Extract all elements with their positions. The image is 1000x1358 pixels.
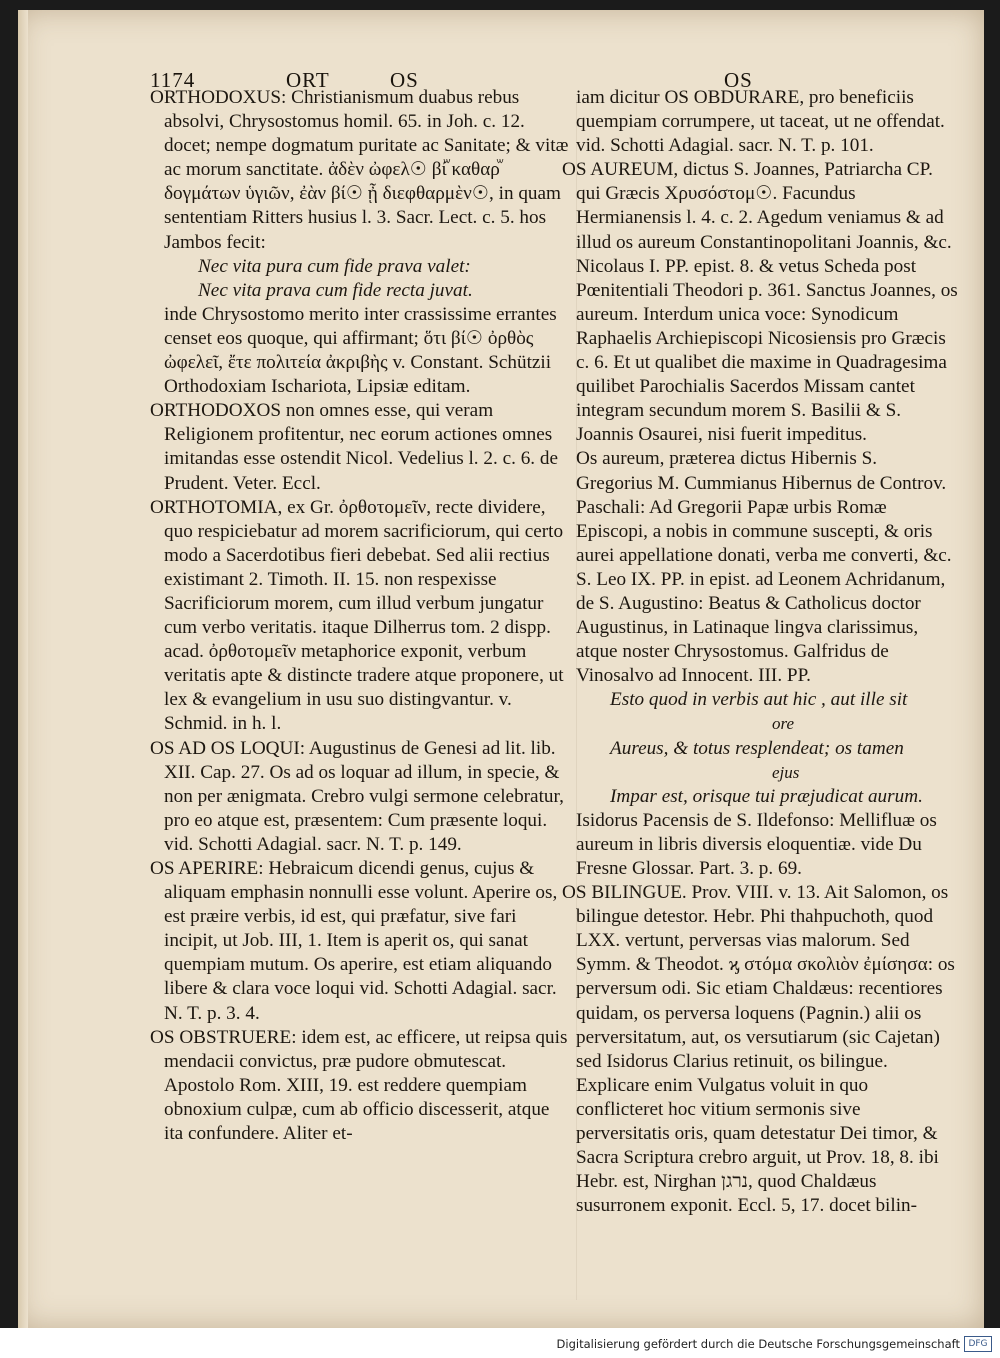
footer-credit: Digitalisierung gefördert durch die Deutsche Forschungsgemeinschaft [556,1337,960,1351]
verse-line: ore [772,714,795,734]
verse-line: Esto quod in verbis aut hic , aut ille sit [610,689,908,711]
entry-orthodoxus: ORTHODOXUS: Christianismum duabus rebus absolvi, Chrysostomus homil. 65. in Joh. c. 12. docet; nempe dogmatum puritate ac Sanitate; & vitæ ac morum sanctitate. ἀδὲν ὠφελ☉ βίꙻ καθαρꙻ δογμάτων ὑγιῶν, ἐὰν βί☉ ᾖ διεφθαρμὲν☉, in quam sententiam Ritters husius l. 3. Sacr. Lect. c. 5. hos Jambos fecit: [150,87,569,253]
running-head-ort: ORT [286,68,330,92]
entry-os-obstruere: OS OBSTRUERE: idem est, ac efficere, ut reipsa quis mendacii convictus, præ pudore obmutescat. Apostolo Rom. XIII, 19. est reddere quempiam obnoxium culpæ, cum ab officio discesserit, atque ita confundere. Aliter et- [150,1026,568,1145]
running-head-os-left: OS [390,68,419,92]
entry-os-ad-os-loqui: OS AD OS LOQUI: Augustinus de Genesi ad lit. lib. XII. Cap. 27. Os ad os loquar ad illum, in specie, & non per ænigmata. Crebro vulgi sermone celebratur, pro eo atque est, præsentem: Cum præsente loqui. vid. Schotti Adagial. sacr. N. T. p. 149. [150,737,564,855]
entry-orthotomia: ORTHOTOMIA, ex Gr. ὀρθοτομεῖν, recte dividere, quo respiciebatur ad morem sacrificiorum, qui certo modo a Sacerdotibus fieri debebat. Sed alii rectius existimant 2. Timoth. II. 15. non respexisse Sacrificiorum morem, cum illud verbum jungatur cum verbo veritatis. itaque Dilherrus tom. 2 dispp. acad. ὀρθοτομεῖν metaphorice exponit, verbum veritatis apte & distincte tradere atque proponere, ut lex & evangelium in usu suo distingvantur. v. Schmid. in h. l. [150,496,564,735]
running-head-os-right: OS [724,68,753,92]
entry-os-bilingue: OS BILINGUE. Prov. VIII. v. 13. Ait Salomon, os bilingue detestor. Hebr. Phi thahpuchoth, quod LXX. vertunt, perversas vias malorum. Sed Symm. & Theodot. ϗ στόμα σκολιὸν ἐμίσησα: os perversum odi. Sic etiam Chaldæus: recentiores quidam, os perversa loquens (Pagnin.) alii os perversitatum, aut, os versutiarum (sic Cajetan) sed Isidorus Clarius retinuit, os bilingue. Explicare enim Vulgatus voluit in quo conflicteret hoc vitium sermonis sive perversitatis oris, quam detestatur Dei timor, & Sacra Scriptura crebro arguit, ut Prov. 18, 8. ibi Hebr. est, Nirghan נרגן, quod Chaldæus susurronem exponit. Eccl. 5, 17. docet bilin- [562,882,955,1217]
left-column [150,86,570,1146]
entry-continuation: inde Chrysostomo merito inter crassissime errantes censet eos quoque, qui affirmant; ὅτι βί☉ ὀρθὸς ὠφελεῖ, ἔτε πολιτεία ἀκριβὴς v. Constant. Schützii Orthodoxiam Ischariota, Lipsiæ editam. [164,303,557,398]
entry-os-aperire: OS APERIRE: Hebraicum dicendi genus, cujus & aliquam emphasin nonnulli esse volunt. Aperire os, est præire verbis, id est, qui præfatur, sive fari incipit, ut Job. III, 1. Item is aperit os, qui sanat quempiam mutum. Os aperire, est etiam aliquando libere & clara voce loqui vid. Schotti Adagial. sacr. N. T. p. 3. 4. [150,858,558,1024]
verse-line: Impar est, orisque tui præjudicat aurum. [610,785,923,807]
entry-orthodoxos: ORTHODOXOS non omnes esse, qui veram Religionem profitentur, nec eorum actiones omnes imitandas esse ostendit Nicol. Vedelius l. 2. c. 6. de Prudent. Veter. Eccl. [150,400,558,494]
entry-isidorus: Isidorus Pacensis de S. Ildefonso: Mellifluæ os aureum in libris diversis eloquentiæ. vide Du Fresne Glossar. Part. 3. p. 69. [576,809,937,879]
verse-line: ejus [772,762,800,782]
right-column [562,86,958,1218]
entry-os-aureum-gregorius: Os aureum, præterea dictus Hibernis S. Gregorius M. Cummianus Hibernus de Controv. Paschali: Ad Gregorii Papæ urbis Romæ Episcopi, a nobis in commune suscepti, & oris aurei appellatione donati, verba me converti, &c. S. Leo IX. PP. in epist. ad Leonem Achridanum, de S. Augustino: Beatus & Catholicus doctor Augustinus, in Latinaque lingva clarissimus, atque noster Chrysostomus. Galfridus de Vinosalvo ad Innocent. III. PP. [576,448,952,687]
digitization-footer [0,1328,1000,1358]
dfg-logo: DFG [964,1336,992,1352]
verse-line: Nec vita prava cum fide recta juvat. [198,279,473,301]
verse-line: Nec vita pura cum fide prava valet: [198,255,471,277]
entry-continuation: iam dicitur OS OBDURARE, pro beneficiis quempiam corrumpere, ut taceat, ut ne offendat. vid. Schotti Adagial. sacr. N. T. p. 101. [576,87,945,157]
verse-line: Aureus, & totus resplendeat; os tamen [610,737,904,759]
page-number: 1174 [150,68,196,92]
entry-os-aureum: OS AUREUM, dictus S. Joannes, Patriarcha CP. qui Græcis Χρυσόστομ☉. Facundus Hermianensis l. 4. c. 2. Agedum veniamus & ad illud os aureum Constantinopolitani Joannis, &c. Nicolaus I. PP. epist. 8. & vetus Scheda post Pœnitentiali Theodori p. 361. Sanctus Joannes, os aureum. Interdum unica voce: Synodicum Raphaelis Archiepiscopi Nicosiensis pro Græcis c. 6. Et ut qualibet die maxime in Quadragesima quilibet Parochialis Sacerdos Missam cantet integram secundum morem S. Basilii & S. Joannis Osaurei, nisi fuerit impeditus. [562,159,958,446]
